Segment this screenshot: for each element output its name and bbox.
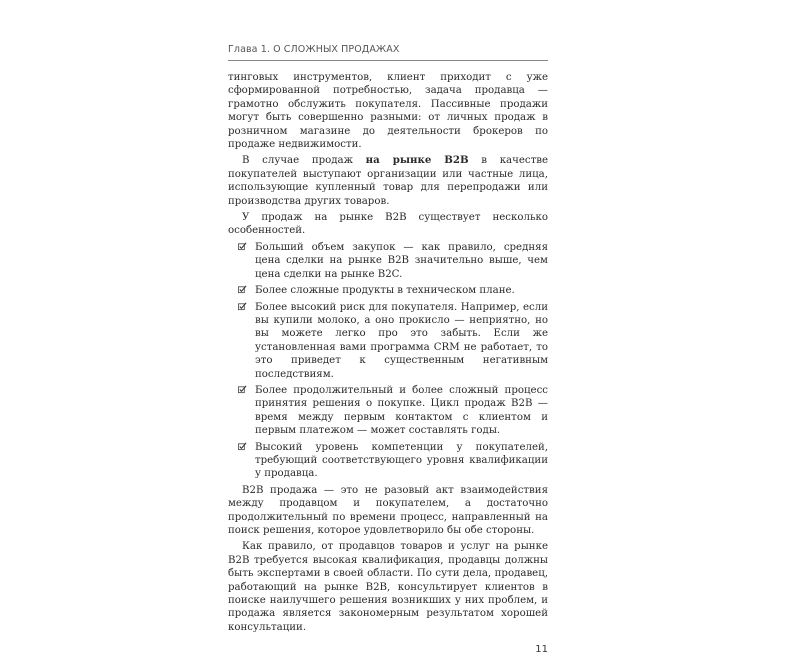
page-number: 11: [535, 644, 548, 655]
features-list: [228, 241, 548, 481]
list-item-text: Более сложные продукты в техническом плане.: [255, 285, 515, 297]
body-text: [228, 71, 548, 634]
paragraph-2-suffix: в качестве покупателей выступают организации или частные лица, использующие купленный товар для перепродажи или производства других товаров.: [228, 155, 549, 207]
check-box-icon: [238, 385, 247, 394]
list-item: [228, 384, 548, 438]
paragraph-1: тинговых инструментов, клиент приходит с уже сформированной потребностью, задача продавца — грамотно обслужить покупателя. Пассивные продажи могут быть совершенно разными: от личных продаж в розничном магазине до деятельности брокеров по продаже недвижимости.: [228, 72, 548, 151]
check-box-icon: [238, 302, 247, 311]
paragraph-4: B2B продажа — это не разовый акт взаимодействия между продавцом и покупателем, а достаточно продолжительный по времени процесс, направленный на поиск решения, которое удовлетворило бы обе стороны.: [228, 484, 548, 536]
list-item: [228, 284, 548, 297]
paragraph-3: У продаж на рынке B2B существует несколько особенностей.: [228, 212, 548, 237]
paragraph-2-prefix: В случае продаж: [242, 155, 366, 167]
list-item: [228, 441, 548, 481]
list-item: [228, 241, 548, 281]
list-item-text: Больший объем закупок — как правило, средняя цена сделки на рынке B2B значительно выше, чем цена сделки на рынке B2C.: [255, 241, 548, 280]
list-item: [228, 301, 548, 381]
check-box-icon: [238, 442, 247, 451]
paragraph-2-bold: на рынке B2B: [365, 154, 469, 167]
list-item-text: Более продолжительный и более сложный процесс принятия решения о покупке. Цикл продаж B2B — время между первым контактом с клиентом и первым платежом — может составлять годы.: [255, 384, 548, 437]
paragraph-2: [228, 154, 548, 208]
check-box-icon: [238, 242, 247, 251]
book-page: [228, 44, 548, 655]
list-item-text: Более высокий риск для покупателя. Например, если вы купили молоко, а оно прокисло — неприятно, но вы можете легко про это забыть. Если же установленная вами программа CRM не работает, то это приведет к существенным негативным последствиям.: [255, 301, 548, 380]
list-item-text: Высокий уровень компетенции у покупателей, требующий соответствующего уровня квалификации у продавца.: [255, 441, 548, 480]
paragraph-5: Как правило, от продавцов товаров и услуг на рынке B2B требуется высокая квалификация, продавцы должны быть экспертами в своей области. По сути дела, продавец, работающий на рынке B2B, консультирует клиентов в поиске наилучшего решения возникших у них проблем, и продажа является закономерным результатом хорошей консультации.: [228, 541, 548, 633]
running-head: Глава 1. О СЛОЖНЫХ ПРОДАЖАХ: [228, 44, 548, 61]
check-box-icon: [238, 285, 247, 294]
